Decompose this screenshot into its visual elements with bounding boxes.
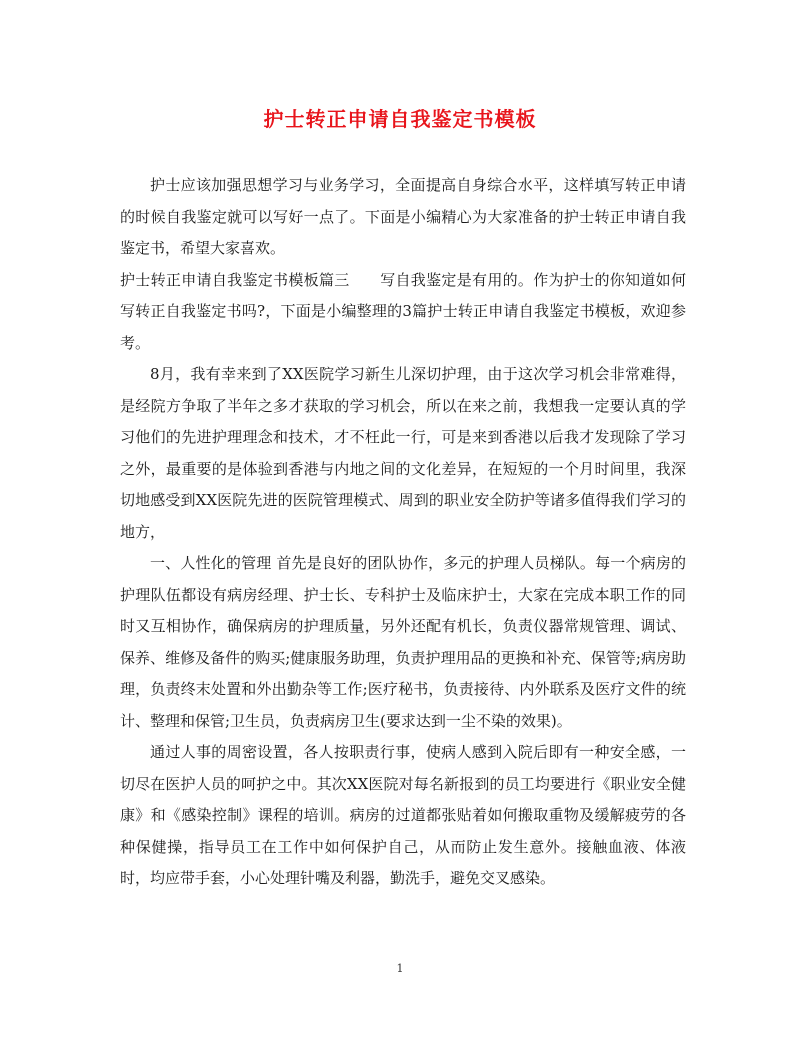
paragraph-intro: 护士应该加强思想学习与业务学习，全面提高自身综合水平，这样填写转正申请的时候自我鉴定就可以写好一点了。下面是小编精心为大家准备的护士转正申请自我鉴定书，希望大家喜欢。 — [120, 176, 686, 257]
paragraph-study-experience: 8月，我有幸来到了XX医院学习新生儿深切护理，由于这次学习机会非常难得，是经院方争取了半年之多才获取的学习机会，所以在来之前，我想我一定要认真的学习他们的先进护理理念和技术，才不枉此一行，可是来到香港以后我才发现除了学习之外，最重要的是体验到香港与内地之间的文化差异，在短短的一个月时间里，我深切地感受到XX医院先进的医院管理模式、周到的职业安全防护等诸多值得我们学习的地方， — [120, 365, 686, 541]
page-number: 1 — [396, 962, 404, 975]
document-title: 护士转正申请自我鉴定书模板 — [263, 107, 537, 131]
paragraph-humanized-management: 一、人性化的管理 首先是良好的团队协作，多元的护理人员梯队。每一个病房的护理队伍都设有病房经理、护士长、专科护士及临床护士，大家在完成本职工作的同时又互相协作，确保病房的护理质量，另外还配有机长，负责仪器常规管理、调试、保养、维修及备件的购买;健康服务助理，负责护理用品的更换和补充、保管等;病房助理，负责终末处置和外出勤杂等工作;医疗秘书，负责接待、内外联系及医疗文件的统计、整理和保管;卫生员，负责病房卫生(要求达到一尘不染的效果)。 — [120, 554, 686, 730]
document-body — [120, 170, 686, 895]
paragraph-personnel-safety: 通过人事的周密设置，各人按职责行事，使病人感到入院后即有一种安全感，一切尽在医护人员的呵护之中。其次XX医院对每名新报到的员工均要进行《职业安全健康》和《感染控制》课程的培训。病房的过道都张贴着如何搬取重物及缓解疲劳的各种保健操，指导员工在工作中如何保护自己，从而防止发生意外。接触血液、体液时，均应带手套，小心处理针嘴及利器，勤洗手，避免交叉感染。 — [120, 743, 686, 887]
paragraph-template-note: 护士转正申请自我鉴定书模板篇三 写自我鉴定是有用的。作为护士的你知道如何写转正自我鉴定书吗?，下面是小编整理的3篇护士转正申请自我鉴定书模板，欢迎参考。 — [120, 270, 686, 352]
